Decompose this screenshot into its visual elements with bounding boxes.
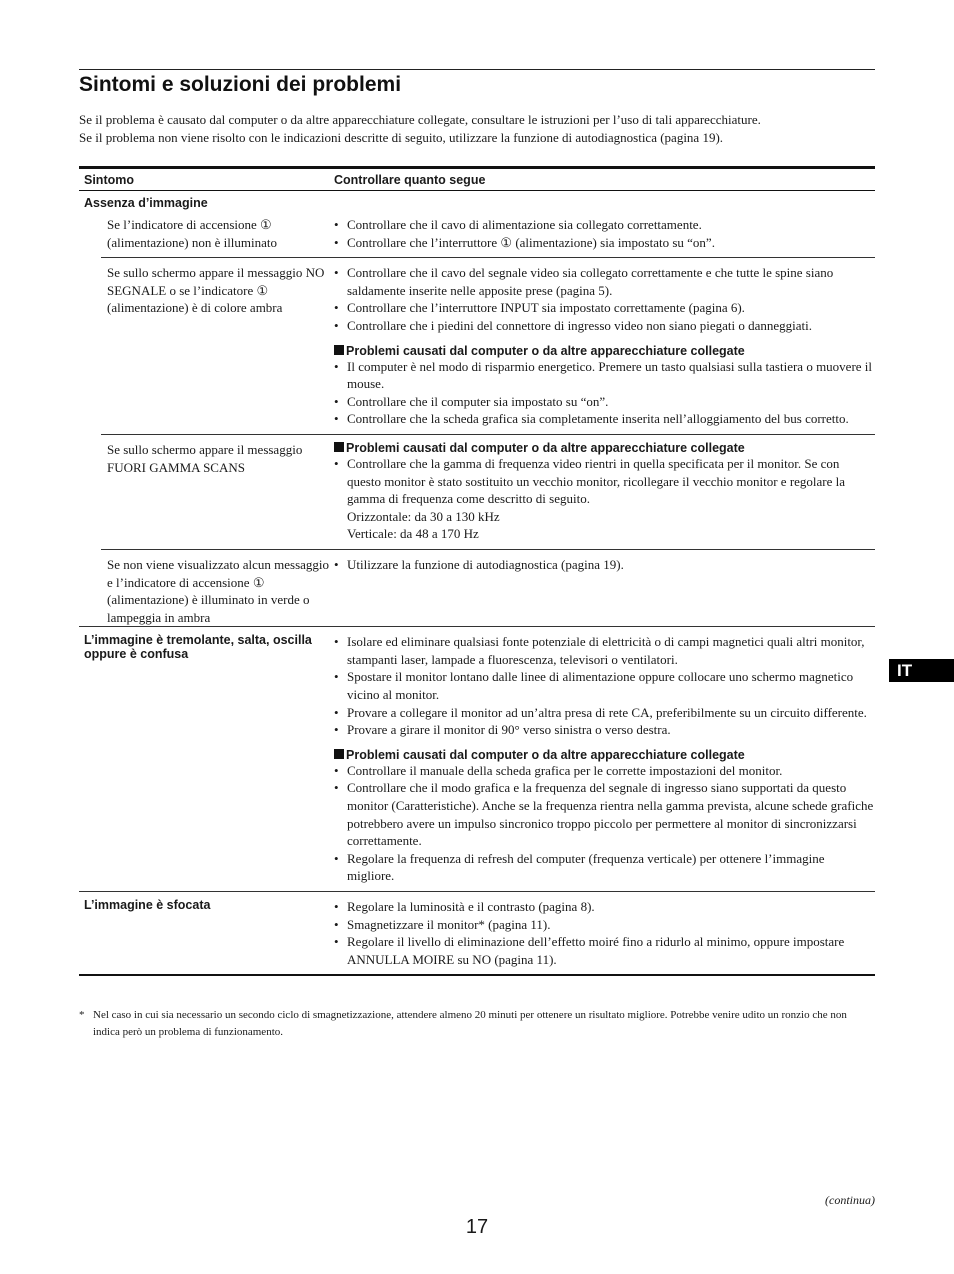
section-heading: Problemi causati dal computer o da altre apparecchiature collegate [334, 441, 875, 455]
list-item: • Regolare la luminosità e il contrasto (pagina 8). [334, 899, 595, 914]
header-symptom: Sintomo [84, 173, 134, 187]
intro-line-2: Se il problema non viene risolto con le indicazioni descritte di seguito, utilizzare la funzione di autodiagnostica (pagina 19). [79, 130, 724, 145]
footnote-text: Nel caso in cui sia necessario un secondo ciclo di smagnetizzazione, attendere almeno 20 minuti per ottenere un risultato migliore. Potrebbe venire udito un ronzio che non indica però un problema di funzionamento. [93, 1009, 847, 1038]
bullet: • [334, 899, 339, 914]
square-bullet-icon [334, 345, 344, 355]
bullet: • [334, 934, 339, 950]
symptom-cell: L’immagine è tremolante, salta, oscilla oppure è confusa [84, 633, 312, 662]
solution-cell [334, 627, 875, 891]
solution-cell [334, 258, 875, 434]
bullet: • [334, 265, 339, 281]
list-item: • Spostare il monitor lontano dalle linee di alimentazione oppure collocare uno schermo magnetico vicino al monitor. [334, 669, 854, 703]
bullet: • [334, 722, 339, 738]
bullet: • [334, 850, 339, 866]
solution-cell [334, 210, 875, 257]
symptom-cell: Se sullo schermo appare il messaggio FUORI GAMMA SCANS [107, 441, 303, 475]
intro-text [79, 111, 879, 147]
square-bullet-icon [334, 749, 344, 759]
section-heading: Problemi causati dal computer o da altre apparecchiature collegate [334, 748, 875, 762]
bullet: • [334, 556, 339, 572]
table-row [79, 626, 875, 891]
bullet: • [334, 916, 339, 932]
table-row [101, 434, 875, 549]
symptom-cell: Se sullo schermo appare il messaggio NO SEGNALE o se l’indicatore ① (alimentazione) è di colore ambra [107, 265, 325, 316]
symptom-cell: L’immagine è sfocata [84, 898, 211, 912]
bullet: • [334, 669, 339, 685]
page-title: Sintomi e soluzioni dei problemi [79, 73, 402, 96]
continued-note: (continua) [825, 1193, 875, 1207]
bullet: • [334, 317, 339, 333]
list-item: • Controllare che la scheda grafica sia completamente inserita nell’alloggiamento del bus corretto. [334, 411, 849, 427]
section-heading: Problemi causati dal computer o da altre apparecchiature collegate [334, 344, 875, 358]
list-item: • Controllare che il cavo del segnale video sia collegato correttamente e che tutte le spine siano saldamente inserite nelle apposite prese (pagina 5). [334, 265, 834, 298]
table-row [79, 891, 875, 974]
top-rule [79, 69, 875, 70]
list-item: • Controllare che il modo grafica e la frequenza del segnale di ingresso siano supportati da questo monitor (Caratteristiche). Anche se la frequenza rientra nella gamma prevista, alcune schede grafiche potrebbero avere un impulso sincronico troppo piccolo per permettere al monitor di sincronizzarsi correttamente. [334, 780, 874, 849]
language-tab: IT [889, 659, 954, 682]
list-item: • Provare a girare il monitor di 90° verso sinistra o verso destra. [334, 722, 671, 738]
footnote [79, 1007, 875, 1041]
table-row [101, 257, 875, 434]
list-item: • Smagnetizzare il monitor* (pagina 11). [334, 916, 551, 932]
bullet: • [334, 634, 339, 650]
bullet: • [334, 762, 339, 778]
bullet: • [334, 217, 339, 232]
table-row [101, 549, 875, 626]
footnote-mark: * [79, 1009, 85, 1021]
table-row [101, 210, 875, 257]
page-number: 17 [465, 1216, 489, 1238]
bullet: • [334, 234, 339, 250]
list-item: • Controllare che la gamma di frequenza video rientri in quella specificata per il monitor. Se con questo monitor è stato sostituito un vecchio monitor, ricollegare il vecchio monitor e regolare la gamma di frequenza come descritto di seguito. [334, 455, 846, 507]
bullet: • [334, 393, 339, 409]
list-item: • Controllare il manuale della scheda grafica per le corrette impostazioni del monitor. [334, 762, 783, 778]
list-item: • Controllare che il cavo di alimentazione sia collegato correttamente. [334, 217, 702, 232]
group-title-no-image: Assenza d’immagine [84, 196, 208, 210]
list-item: • Il computer è nel modo di risparmio energetico. Premere un tasto qualsiasi sulla tastiera o muovere il mouse. [334, 358, 873, 392]
bullet: • [334, 455, 339, 471]
header-check: Controllare quanto segue [334, 173, 486, 187]
bullet: • [334, 300, 339, 316]
vertical-range: Verticale: da 48 a 170 Hz [347, 526, 479, 542]
solution-cell [334, 892, 875, 974]
bullet: • [334, 704, 339, 720]
solution-cell [334, 435, 875, 549]
bullet: • [334, 411, 339, 427]
list-item: • Controllare che l’interruttore INPUT sia impostato correttamente (pagina 6). [334, 300, 745, 316]
symptom-cell: Se non viene visualizzato alcun messaggio e l’indicatore di accensione ① (alimentazione) è illuminato in verde o lampeggia in ambra [107, 556, 330, 625]
list-item: • Regolare il livello di eliminazione dell’effetto moiré fino a ridurlo al minimo, oppure impostare ANNULLA MOIRE su NO (pagina 11). [334, 934, 845, 967]
list-item: • Controllare che il computer sia impostato su “on”. [334, 393, 609, 409]
list-item: • Controllare che l’interruttore ① (alimentazione) sia impostato su “on”. [334, 234, 715, 250]
solution-cell [334, 550, 875, 626]
symptom-cell: Se l’indicatore di accensione ① (alimentazione) non è illuminato [107, 217, 278, 250]
table-header [79, 166, 875, 191]
troubleshooting-table [79, 166, 875, 976]
bullet: • [334, 358, 339, 374]
list-item: • Utilizzare la funzione di autodiagnostica (pagina 19). [334, 556, 624, 572]
list-item: • Controllare che i piedini del connettore di ingresso video non siano piegati o danneggiati. [334, 317, 812, 333]
horizontal-range: Orizzontale: da 30 a 130 kHz [347, 508, 500, 524]
list-item: • Provare a collegare il monitor ad un’altra presa di rete CA, preferibilmente su un circuito differente. [334, 704, 867, 720]
list-item: • Isolare ed eliminare qualsiasi fonte potenziale di elettricità o di campi magnetici quali altri monitor, stampanti laser, lampade a fluorescenza, televisori o ventilatori. [334, 634, 865, 667]
intro-line-1: Se il problema è causato dal computer o da altre apparecchiature collegate, consultare le istruzioni per l’uso di tali apparecchiature. [79, 112, 761, 127]
list-item: • Regolare la frequenza di refresh del computer (frequenza verticale) per ottenere l’immagine migliore. [334, 850, 825, 884]
bullet: • [334, 780, 339, 796]
table-bottom-rule [79, 974, 875, 976]
square-bullet-icon [334, 442, 344, 452]
